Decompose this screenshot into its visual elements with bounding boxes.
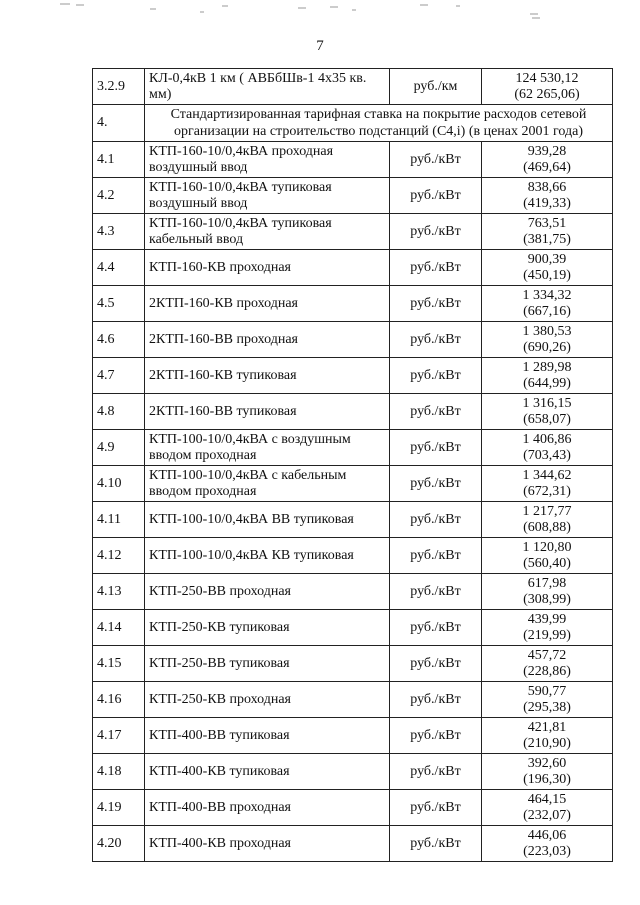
row-name: КТП-400-ВВ проходная — [145, 790, 390, 826]
row-unit: руб./кВт — [390, 610, 482, 646]
row-name: 2КТП-160-ВВ проходная — [145, 322, 390, 358]
row-unit: руб./кВт — [390, 394, 482, 430]
row-unit: руб./кВт — [390, 250, 482, 286]
row-value-cell — [482, 178, 613, 214]
row-value: 1 334,32 — [522, 287, 572, 303]
row-number: 3.2.9 — [93, 69, 145, 105]
row-value: 446,06 — [527, 827, 567, 843]
row-name: КТП-100-10/0,4кВА с воздушным вводом проходная — [145, 430, 390, 466]
row-value: 1 380,53 — [522, 323, 572, 339]
row-value-cell — [482, 69, 613, 105]
row-unit: руб./кВт — [390, 790, 482, 826]
page-number: 7 — [316, 38, 324, 54]
table-row — [93, 682, 613, 718]
row-number: 4.17 — [93, 718, 145, 754]
row-value: 939,28 — [527, 143, 567, 159]
row-value: 1 406,86 — [522, 431, 572, 447]
row-value-secondary: (608,88) — [523, 519, 571, 535]
row-name: КТП-160-10/0,4кВА тупиковая кабельный ввод — [145, 214, 390, 250]
row-value: 617,98 — [527, 575, 567, 591]
table-row — [93, 322, 613, 358]
row-value: 421,81 — [527, 719, 567, 735]
row-unit: руб./кВт — [390, 322, 482, 358]
row-value-cell — [482, 214, 613, 250]
row-number: 4.15 — [93, 646, 145, 682]
row-value: 1 120,80 — [522, 539, 572, 555]
table-row — [93, 610, 613, 646]
row-value-cell — [482, 250, 613, 286]
row-value-cell — [482, 466, 613, 502]
row-value-secondary: (228,86) — [523, 663, 571, 679]
section-header-row — [93, 105, 613, 142]
row-value-cell — [482, 358, 613, 394]
row-number: 4.10 — [93, 466, 145, 502]
row-value-cell — [482, 610, 613, 646]
row-number: 4.19 — [93, 790, 145, 826]
row-name: КТП-250-КВ тупиковая — [145, 610, 390, 646]
row-value-secondary: (232,07) — [523, 807, 571, 823]
row-value-secondary: (381,75) — [523, 231, 571, 247]
row-value-secondary: (672,31) — [523, 483, 571, 499]
row-unit: руб./кВт — [390, 682, 482, 718]
row-number: 4.13 — [93, 574, 145, 610]
row-unit: руб./кВт — [390, 826, 482, 862]
row-value: 900,39 — [527, 251, 567, 267]
row-name: КТП-400-ВВ тупиковая — [145, 718, 390, 754]
row-value-secondary: (560,40) — [523, 555, 571, 571]
row-value-secondary: (469,64) — [523, 159, 571, 175]
table-row — [93, 178, 613, 214]
row-value-secondary: (210,90) — [523, 735, 571, 751]
row-name: КТП-160-КВ проходная — [145, 250, 390, 286]
row-value-secondary: (419,33) — [523, 195, 571, 211]
table-row — [93, 214, 613, 250]
row-unit: руб./кВт — [390, 538, 482, 574]
row-unit: руб./кВт — [390, 178, 482, 214]
row-unit: руб./кВт — [390, 646, 482, 682]
row-value-cell — [482, 394, 613, 430]
table-row — [93, 286, 613, 322]
row-unit: руб./кВт — [390, 214, 482, 250]
row-value: 439,99 — [527, 611, 567, 627]
row-value: 838,66 — [527, 179, 567, 195]
row-number: 4.5 — [93, 286, 145, 322]
row-unit: руб./кВт — [390, 754, 482, 790]
row-value-cell — [482, 502, 613, 538]
table-row — [93, 358, 613, 394]
scan-artifact-marks — [0, 0, 640, 20]
table-row — [93, 502, 613, 538]
row-number: 4.16 — [93, 682, 145, 718]
row-number: 4.2 — [93, 178, 145, 214]
row-name: 2КТП-160-КВ тупиковая — [145, 358, 390, 394]
table-row — [93, 69, 613, 105]
row-number: 4.9 — [93, 430, 145, 466]
tariff-table — [92, 68, 613, 862]
row-unit: руб./кВт — [390, 502, 482, 538]
table-row — [93, 754, 613, 790]
row-value-secondary: (295,38) — [523, 699, 571, 715]
table-row — [93, 394, 613, 430]
row-value-secondary: (658,07) — [523, 411, 571, 427]
row-value-secondary: (219,99) — [523, 627, 571, 643]
row-name: КТП-400-КВ тупиковая — [145, 754, 390, 790]
row-value-secondary: (196,30) — [523, 771, 571, 787]
row-value-cell — [482, 430, 613, 466]
row-number: 4.6 — [93, 322, 145, 358]
row-unit: руб./кВт — [390, 718, 482, 754]
row-value-cell — [482, 790, 613, 826]
row-number: 4.3 — [93, 214, 145, 250]
row-number: 4.8 — [93, 394, 145, 430]
row-value: 1 289,98 — [522, 359, 572, 375]
row-value-cell — [482, 682, 613, 718]
row-value-cell — [482, 718, 613, 754]
row-unit: руб./кВт — [390, 358, 482, 394]
row-name: КТП-400-КВ проходная — [145, 826, 390, 862]
row-unit: руб./кВт — [390, 142, 482, 178]
row-value: 464,15 — [527, 791, 567, 807]
row-value-secondary: (308,99) — [523, 591, 571, 607]
table-row — [93, 538, 613, 574]
row-value: 392,60 — [527, 755, 567, 771]
row-value: 1 316,15 — [522, 395, 572, 411]
row-name: КТП-250-КВ проходная — [145, 682, 390, 718]
table-row — [93, 142, 613, 178]
row-number: 4.1 — [93, 142, 145, 178]
row-name: КТП-250-ВВ тупиковая — [145, 646, 390, 682]
table-row — [93, 430, 613, 466]
row-number: 4.11 — [93, 502, 145, 538]
row-unit: руб./кВт — [390, 430, 482, 466]
row-unit: руб./кВт — [390, 574, 482, 610]
row-value-cell — [482, 646, 613, 682]
row-number: 4.4 — [93, 250, 145, 286]
row-value: 1 344,62 — [522, 467, 572, 483]
row-value-cell — [482, 142, 613, 178]
row-name: КТП-250-ВВ проходная — [145, 574, 390, 610]
row-number: 4.12 — [93, 538, 145, 574]
section-number: 4. — [93, 105, 145, 142]
row-unit: руб./кВт — [390, 466, 482, 502]
row-number: 4.20 — [93, 826, 145, 862]
row-unit: руб./кВт — [390, 286, 482, 322]
row-value-cell — [482, 826, 613, 862]
row-value: 1 217,77 — [522, 503, 572, 519]
row-name: КТП-160-10/0,4кВА тупиковая воздушный ввод — [145, 178, 390, 214]
row-value-cell — [482, 322, 613, 358]
row-name: КТП-100-10/0,4кВА с кабельным вводом проходная — [145, 466, 390, 502]
table-row — [93, 790, 613, 826]
row-value-secondary: (223,03) — [523, 843, 571, 859]
row-value-cell — [482, 574, 613, 610]
table-row — [93, 466, 613, 502]
row-value-secondary: (703,43) — [523, 447, 571, 463]
row-name: КТП-100-10/0,4кВА ВВ тупиковая — [145, 502, 390, 538]
row-name: 2КТП-160-КВ проходная — [145, 286, 390, 322]
row-value-secondary: (450,19) — [523, 267, 571, 283]
row-value-secondary: (667,16) — [523, 303, 571, 319]
row-name: 2КТП-160-ВВ тупиковая — [145, 394, 390, 430]
row-value: 590,77 — [527, 683, 567, 699]
row-value-secondary: (690,26) — [523, 339, 571, 355]
row-number: 4.7 — [93, 358, 145, 394]
row-value-cell — [482, 286, 613, 322]
row-number: 4.14 — [93, 610, 145, 646]
row-unit: руб./км — [390, 69, 482, 105]
table-row — [93, 826, 613, 862]
row-value-secondary: (62 265,06) — [514, 86, 580, 102]
row-value-cell — [482, 538, 613, 574]
row-value: 457,72 — [527, 647, 567, 663]
table-row — [93, 574, 613, 610]
row-number: 4.18 — [93, 754, 145, 790]
row-value: 124 530,12 — [515, 70, 579, 86]
table-row — [93, 718, 613, 754]
row-name: КТП-160-10/0,4кВА проходная воздушный ввод — [145, 142, 390, 178]
row-value-secondary: (644,99) — [523, 375, 571, 391]
row-name: КЛ-0,4кВ 1 км ( АВБбШв-1 4х35 кв. мм) — [145, 69, 390, 105]
row-value: 763,51 — [527, 215, 567, 231]
table-row — [93, 250, 613, 286]
row-value-cell — [482, 754, 613, 790]
table-row — [93, 646, 613, 682]
section-title: Стандартизированная тарифная ставка на покрытие расходов сетевой организации на строительство подстанций (С4,i) (в ценах 2001 года) — [145, 105, 613, 142]
row-name: КТП-100-10/0,4кВА КВ тупиковая — [145, 538, 390, 574]
